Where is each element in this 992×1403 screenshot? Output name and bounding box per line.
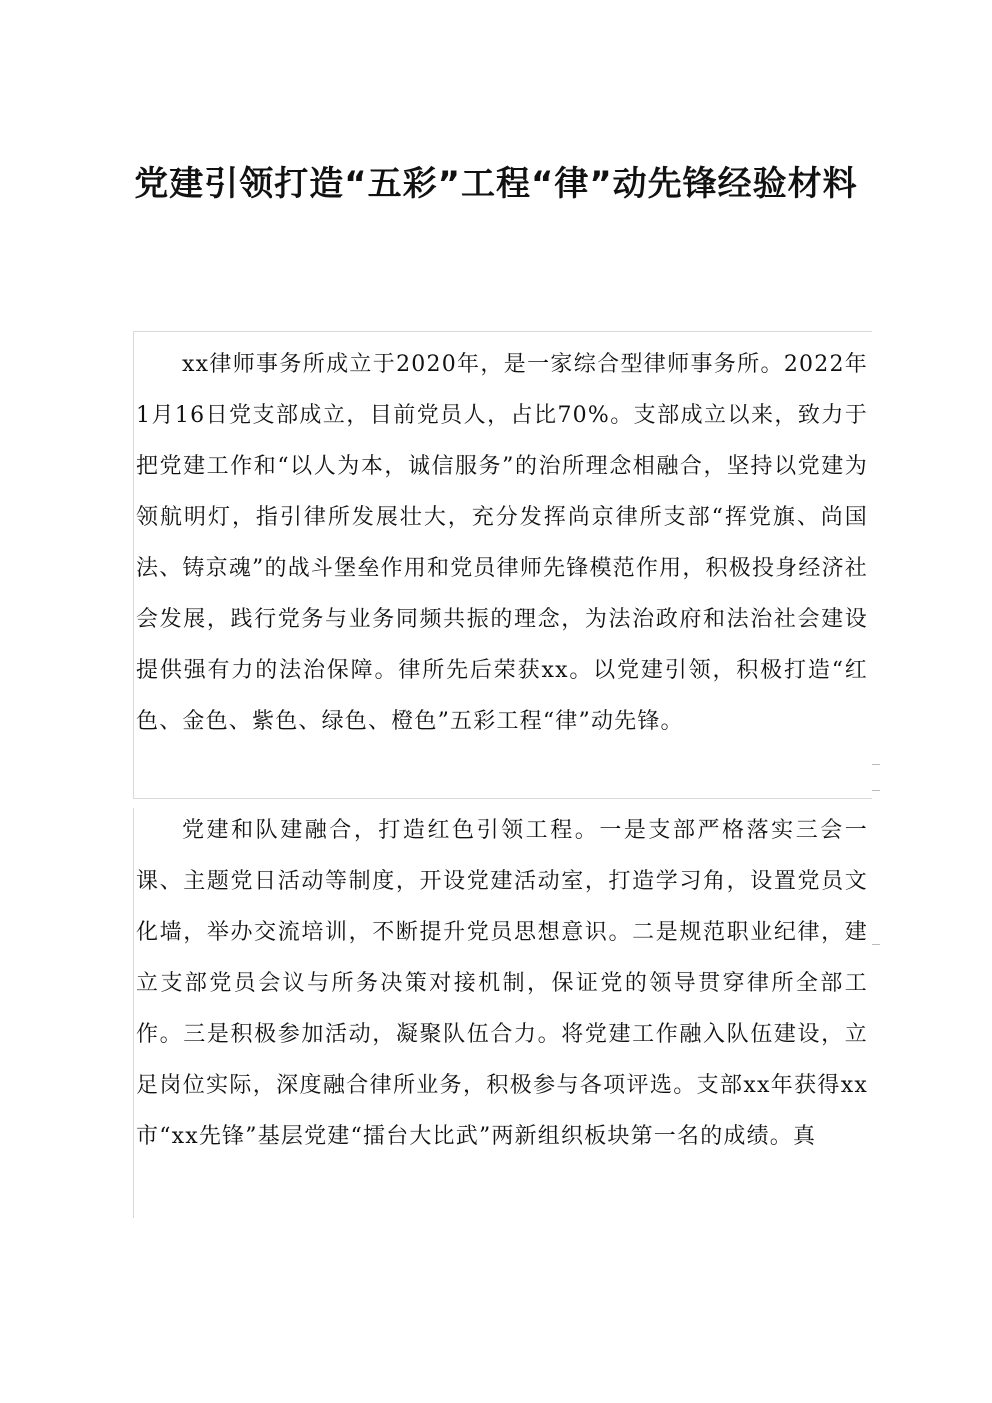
- document-title: 党建引领打造“五彩”工程“律”动先锋经验材料: [134, 164, 858, 204]
- paragraph-mark: [872, 790, 880, 791]
- body-paragraph: 党建和队建融合，打造红色引领工程。一是支部严格落实三会一课、主题党日活动等制度，开设党建活动室，打造学习角，设置党员文化墙，举办交流培训，不断提升党员思想意识。二是规范职业纪律，建立支部党员会议与所务决策对接机制，保证党的领导贯穿律所全部工作。三是积极参加活动，凝聚队伍合力。将党建工作融入队伍建设，立足岗位实际，深度融合律所业务，积极参与各项评选。支部xx年获得xx市“xx先锋”基层党建“擂台大比武”两新组织板块第一名的成绩。真: [136, 818, 868, 1149]
- paragraph-mark: [872, 764, 880, 765]
- paragraph-mark: [872, 944, 880, 945]
- body-paragraph: xx律师事务所成立于2020年，是一家综合型律师事务所。2022年1月16日党支部成立，目前党员人，占比70%。支部成立以来，致力于把党建工作和“以人为本，诚信服务”的治所理念相融合，坚持以党建为领航明灯，指引律所发展壮大，充分发挥尚京律所支部“挥党旗、尚国法、铸京魂”的战斗堡垒作用和党员律师先锋模范作用，积极投身经济社会发展，践行党务与业务同频共振的理念，为法治政府和法治社会建设提供强有力的法治保障。律所先后荣获xx。以党建引领，积极打造“红色、金色、紫色、绿色、橙色”五彩工程“律”动先锋。: [136, 352, 868, 734]
